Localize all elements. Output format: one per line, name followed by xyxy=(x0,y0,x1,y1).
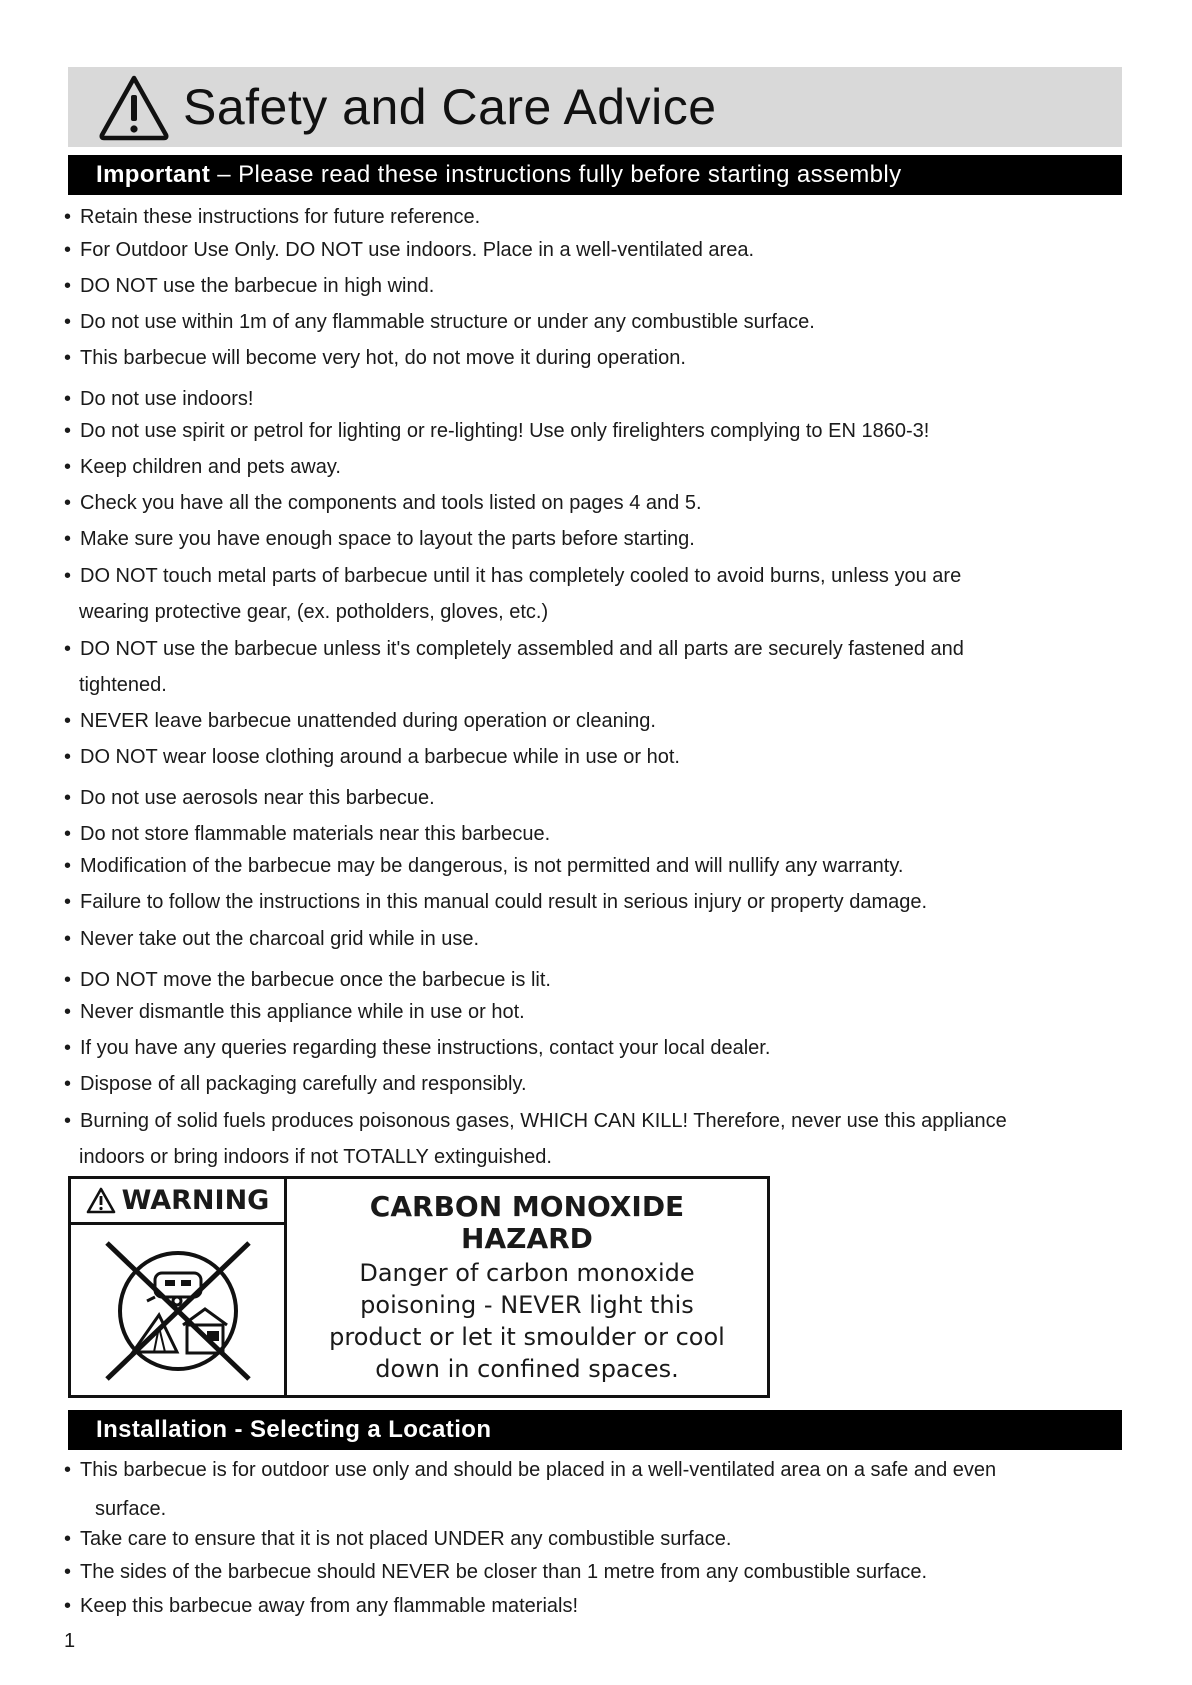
page-number: 1 xyxy=(64,1630,76,1652)
title-bar xyxy=(68,67,1122,147)
list-item: • Keep this barbecue away from any flammable materials! xyxy=(64,1595,579,1617)
list-item: • The sides of the barbecue should NEVER be closer than 1 metre from any combustible surface. xyxy=(64,1561,928,1583)
list-item-continuation: surface. xyxy=(95,1498,167,1520)
list-item: • NEVER leave barbecue unattended during operation or cleaning. xyxy=(64,710,656,732)
list-item: • DO NOT use the barbecue unless it's completely assembled and all parts are securely fastened and xyxy=(64,638,964,660)
list-item: • This barbecue is for outdoor use only and should be placed in a well-ventilated area on a safe and even xyxy=(64,1459,997,1481)
list-item: • Never take out the charcoal grid while in use. xyxy=(64,928,480,950)
warning-small-triangle-icon xyxy=(86,1187,116,1215)
no-camping-indoors-icon xyxy=(99,1237,257,1385)
list-item: • For Outdoor Use Only. DO NOT use indoors. Place in a well-ventilated area. xyxy=(64,239,754,261)
list-item: • Do not use spirit or petrol for lighting or re-lighting! Use only firelighters complying to EN 1860-3! xyxy=(64,420,930,442)
list-item: • If you have any queries regarding these instructions, contact your local dealer. xyxy=(64,1037,771,1059)
list-item: • Do not use indoors! xyxy=(64,388,254,410)
warning-triangle-icon xyxy=(98,73,170,141)
list-item: • DO NOT touch metal parts of barbecue until it has completely cooled to avoid burns, unless you are xyxy=(64,565,962,587)
list-item: • Do not use aerosols near this barbecue. xyxy=(64,787,435,809)
list-item: • Make sure you have enough space to layout the parts before starting. xyxy=(64,528,695,550)
warning-label: WARNING xyxy=(71,1179,284,1225)
list-item: • DO NOT use the barbecue in high wind. xyxy=(64,275,435,297)
important-text: – Please read these instructions fully before starting assembly xyxy=(217,161,902,188)
important-bar xyxy=(68,155,1122,195)
warning-body: Danger of carbon monoxide poisoning - NEVER light this product or let it smoulder or cool down in confined spaces. xyxy=(329,1259,725,1383)
list-item: • Dispose of all packaging carefully and responsibly. xyxy=(64,1073,527,1095)
list-item: • Do not store flammable materials near this barbecue. xyxy=(64,823,551,845)
installation-title: Installation - Selecting a Location xyxy=(96,1416,492,1443)
list-item: • Never dismantle this appliance while in use or hot. xyxy=(64,1001,525,1023)
list-item: • Retain these instructions for future reference. xyxy=(64,206,481,228)
list-item-continuation: wearing protective gear, (ex. potholders, gloves, etc.) xyxy=(79,601,549,623)
list-item: • This barbecue will become very hot, do not move it during operation. xyxy=(64,347,686,369)
list-item: • Do not use within 1m of any flammable structure or under any combustible surface. xyxy=(64,311,815,333)
list-item: • DO NOT move the barbecue once the barbecue is lit. xyxy=(64,969,551,991)
list-item-continuation: tightened. xyxy=(79,674,167,696)
page-title: Safety and Care Advice xyxy=(183,79,717,135)
important-label: Important xyxy=(96,161,211,188)
list-item: • DO NOT wear loose clothing around a barbecue while in use or hot. xyxy=(64,746,680,768)
list-item: • Failure to follow the instructions in this manual could result in serious injury or property damage. xyxy=(64,891,928,913)
list-item: • Keep children and pets away. xyxy=(64,456,341,478)
list-item: • Burning of solid fuels produces poisonous gases, WHICH CAN KILL! Therefore, never use this appliance xyxy=(64,1110,1007,1132)
list-item-continuation: indoors or bring indoors if not TOTALLY extinguished. xyxy=(79,1146,552,1168)
list-item: • Take care to ensure that it is not placed UNDER any combustible surface. xyxy=(64,1528,732,1550)
warning-title: CARBON MONOXIDE HAZARD xyxy=(369,1190,685,1255)
list-item: • Modification of the barbecue may be dangerous, is not permitted and will nullify any warranty. xyxy=(64,855,904,877)
warning-left-column xyxy=(71,1179,287,1395)
installation-bar xyxy=(68,1410,1122,1450)
carbon-monoxide-warning-box xyxy=(68,1176,770,1398)
list-item: • Check you have all the components and tools listed on pages 4 and 5. xyxy=(64,492,702,514)
warning-right-column xyxy=(287,1179,767,1395)
